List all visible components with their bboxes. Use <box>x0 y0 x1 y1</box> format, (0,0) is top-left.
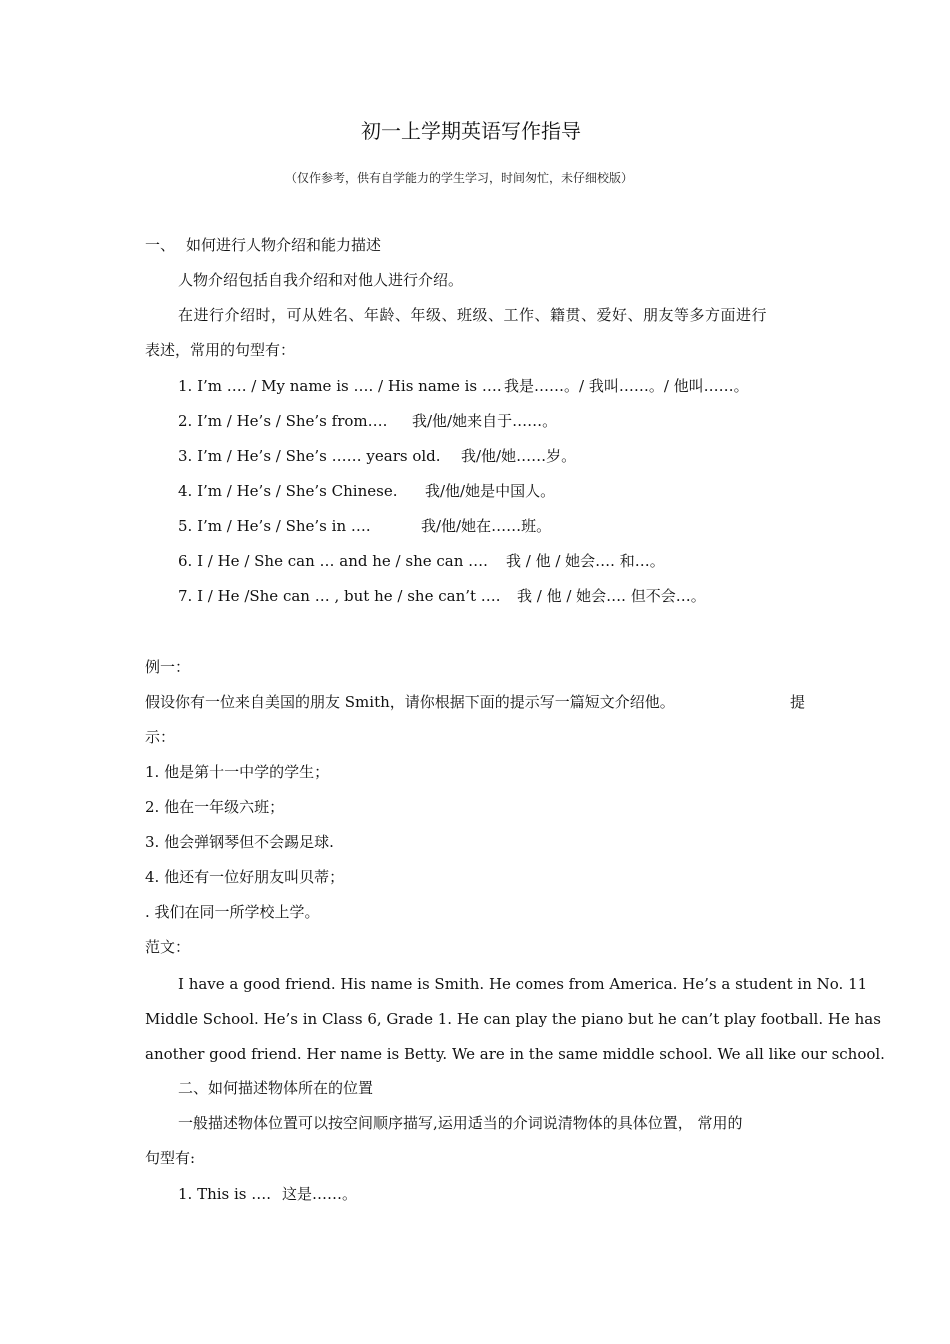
sample-line-2: Middle School. He’s in Class 6, Grade 1. He can play the piano but he can’t play football. He has <box>145 1010 881 1028</box>
example-prompt-line2: 示： <box>145 728 176 746</box>
pattern-5-zh: 我/他/她在……班。 <box>421 517 552 535</box>
section2-paragraph-line1: 一般描述物体位置可以按空间顺序描写,运用适当的介词说清物体的具体位置， 常用的 <box>178 1114 743 1132</box>
section1-number: 一、 <box>145 236 176 254</box>
example-label: 例一： <box>145 658 191 676</box>
pattern-7-zh: 我 / 他 / 她会…. 但不会…。 <box>517 587 706 605</box>
pattern-5-en: 5. I’m / He’s / She’s in …. <box>178 517 371 535</box>
section2-heading: 二、如何描述物体所在的位置 <box>178 1079 374 1097</box>
sample-line-1: I have a good friend. His name is Smith. He comes from America. He’s a student in No. 11 <box>178 975 868 993</box>
hint-3: 3. 他会弹钢琴但不会踢足球. <box>145 833 334 851</box>
pattern-2-zh: 我/他/她来自于……。 <box>412 412 558 430</box>
document-title: 初一上学期英语写作指导 <box>361 119 581 143</box>
pattern-4-zh: 我/他/她是中国人。 <box>425 482 556 500</box>
pattern-1-en: 1. I’m …. / My name is …. / His name is …. <box>178 377 502 395</box>
section1-heading: 如何进行人物介绍和能力描述 <box>186 236 382 254</box>
section2-pattern-1-zh: 这是……。 <box>282 1185 358 1203</box>
pattern-2-en: 2. I’m / He’s / She’s from…. <box>178 412 388 430</box>
pattern-6-en: 6. I / He / She can … and he / she can …. <box>178 552 488 570</box>
section2-pattern-1-en: 1. This is …. <box>178 1185 272 1203</box>
sample-label: 范文： <box>145 938 191 956</box>
example-prompt-line1: 假设你有一位来自美国的朋友 Smith，请你根据下面的提示写一篇短文介绍他。 <box>145 693 675 711</box>
hint-2: 2. 他在一年级六班； <box>145 798 285 816</box>
pattern-4-en: 4. I’m / He’s / She’s Chinese. <box>178 482 398 500</box>
pattern-6-zh: 我 / 他 / 她会…. 和…。 <box>506 552 665 570</box>
document-subtitle: （仅作参考，供有自学能力的学生学习，时间匆忙，未仔细校版） <box>285 171 634 185</box>
pattern-1-zh: 我是……。/ 我叫……。/ 他叫……。 <box>504 377 749 395</box>
pattern-7-en: 7. I / He /She can … , but he / she can’t …. <box>178 587 501 605</box>
section1-paragraph-line2: 表述，常用的句型有： <box>145 341 296 359</box>
pattern-3-en: 3. I’m / He’s / She’s …… years old. <box>178 447 441 465</box>
hint-1: 1. 他是第十一中学的学生； <box>145 763 330 781</box>
sample-line-3: another good friend. Her name is Betty. We are in the same middle school. We all like our school. <box>145 1045 885 1063</box>
section1-intro: 人物介绍包括自我介绍和对他人进行介绍。 <box>178 271 464 289</box>
pattern-3-zh: 我/他/她……岁。 <box>461 447 577 465</box>
hint-4: 4. 他还有一位好朋友叫贝蒂； <box>145 868 345 886</box>
section1-paragraph-line1: 在进行介绍时，可从姓名、年龄、年级、班级、工作、籍贯、爱好、朋友等多方面进行 <box>178 306 768 324</box>
hint-5: . 我们在同一所学校上学。 <box>145 903 320 921</box>
section2-paragraph-line2: 句型有: <box>145 1149 196 1167</box>
example-prompt-tail: 提 <box>790 693 806 711</box>
